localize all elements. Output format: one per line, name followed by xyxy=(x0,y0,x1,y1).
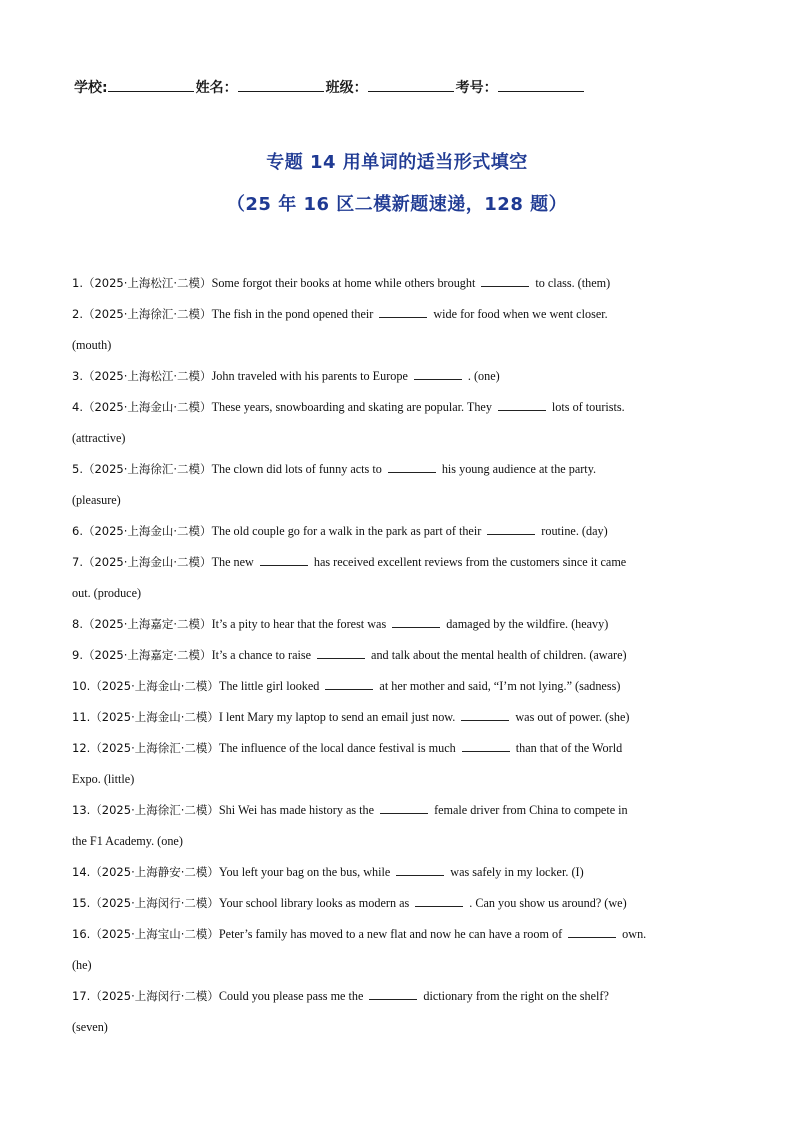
answer-blank[interactable] xyxy=(415,895,463,907)
question-continuation: the F1 Academy. (one) xyxy=(72,834,183,848)
answer-blank[interactable] xyxy=(317,647,365,659)
question-item xyxy=(72,857,732,888)
question-source: （2025·上海松江·二模） xyxy=(82,369,212,383)
question-number: 3. xyxy=(72,369,83,383)
question-source: （2025·上海松江·二模） xyxy=(82,276,212,290)
question-continuation: (mouth) xyxy=(72,338,112,352)
question-text-after: and talk about the mental health of children. (aware) xyxy=(371,648,627,662)
question-text-after: to class. (them) xyxy=(535,276,611,290)
question-text-before: The fish in the pond opened their xyxy=(211,307,374,321)
question-source: （2025·上海徐汇·二模） xyxy=(82,462,212,476)
question-source: （2025·上海嘉定·二模） xyxy=(82,648,212,662)
question-text-before: These years, snowboarding and skating are popular. They xyxy=(211,400,492,414)
question-source: （2025·上海宝山·二模） xyxy=(90,927,219,941)
question-text-after: female driver from China to compete in xyxy=(434,803,628,817)
question-source: （2025·上海徐汇·二模） xyxy=(90,803,219,817)
id-label: 考号： xyxy=(455,80,498,96)
question-item xyxy=(72,733,732,764)
question-item xyxy=(72,981,732,1012)
question-item xyxy=(72,888,732,919)
question-text-after: dictionary from the right on the shelf? xyxy=(423,989,609,1003)
answer-blank[interactable] xyxy=(462,740,510,752)
question-text-after: damaged by the wildfire. (heavy) xyxy=(446,617,609,631)
question-number: 7. xyxy=(72,555,83,569)
question-number: 14. xyxy=(72,865,91,879)
answer-blank[interactable] xyxy=(414,368,462,380)
question-source: （2025·上海闵行·二模） xyxy=(90,989,219,1003)
exam-info-header xyxy=(74,77,586,97)
question-source: （2025·上海嘉定·二模） xyxy=(82,617,212,631)
question-number: 1. xyxy=(72,276,83,290)
question-number: 9. xyxy=(72,648,83,662)
question-number: 2. xyxy=(72,307,83,321)
question-text-after: . (one) xyxy=(467,369,500,383)
answer-blank[interactable] xyxy=(568,926,616,938)
question-text-after: routine. (day) xyxy=(541,524,608,538)
question-number: 12. xyxy=(72,741,91,755)
answer-blank[interactable] xyxy=(325,678,373,690)
answer-blank[interactable] xyxy=(487,523,535,535)
question-text-before: Shi Wei has made history as the xyxy=(218,803,375,817)
question-number: 13. xyxy=(72,803,91,817)
question-text-before: John traveled with his parents to Europe xyxy=(211,369,408,383)
question-item xyxy=(72,919,732,950)
question-text-before: The new xyxy=(211,555,254,569)
question-text-after: has received excellent reviews from the customers since it came xyxy=(313,555,627,569)
question-source: （2025·上海金山·二模） xyxy=(82,524,212,538)
question-source: （2025·上海闵行·二模） xyxy=(90,896,219,910)
question-source: （2025·上海金山·二模） xyxy=(90,710,219,724)
question-text-before: You left your bag on the bus, while xyxy=(218,865,391,879)
question-text-before: The clown did lots of funny acts to xyxy=(211,462,382,476)
question-continuation: out. (produce) xyxy=(72,586,142,600)
question-source: （2025·上海金山·二模） xyxy=(82,400,212,414)
question-number: 5. xyxy=(72,462,83,476)
answer-blank[interactable] xyxy=(379,306,427,318)
question-text-before: The influence of the local dance festival is much xyxy=(218,741,456,755)
question-text-before: It’s a pity to hear that the forest was xyxy=(211,617,387,631)
question-text-after: lots of tourists. xyxy=(551,400,625,414)
question-list xyxy=(72,268,732,1043)
question-number: 16. xyxy=(72,927,91,941)
question-number: 6. xyxy=(72,524,83,538)
name-label: 姓名： xyxy=(195,80,238,96)
school-blank[interactable] xyxy=(108,78,194,92)
page-subtitle: （25 年 16 区二模新题速递，128 题） xyxy=(226,194,568,215)
page-title: 专题 14 用单词的适当形式填空 xyxy=(266,152,528,173)
school-label: 学校: xyxy=(74,80,108,96)
question-item xyxy=(72,516,732,547)
question-item xyxy=(72,609,732,640)
question-text-after: own. xyxy=(622,927,647,941)
question-item xyxy=(72,702,732,733)
class-label: 班级： xyxy=(325,80,368,96)
answer-blank[interactable] xyxy=(392,616,440,628)
question-continuation: (attractive) xyxy=(72,431,126,445)
question-number: 4. xyxy=(72,400,83,414)
answer-blank[interactable] xyxy=(481,275,529,287)
question-text-before: Could you please pass me the xyxy=(218,989,364,1003)
class-blank[interactable] xyxy=(368,78,454,92)
question-text-after: his young audience at the party. xyxy=(441,462,597,476)
question-text-before: Peter’s family has moved to a new flat and now he can have a room of xyxy=(218,927,563,941)
question-number: 15. xyxy=(72,896,91,910)
question-source: （2025·上海金山·二模） xyxy=(82,555,212,569)
question-text-after: was safely in my locker. (I) xyxy=(450,865,584,879)
question-item xyxy=(72,361,732,392)
answer-blank[interactable] xyxy=(260,554,308,566)
question-source: （2025·上海静安·二模） xyxy=(90,865,219,879)
question-text-after: was out of power. (she) xyxy=(515,710,630,724)
answer-blank[interactable] xyxy=(396,864,444,876)
question-text-after: . Can you show us around? (we) xyxy=(469,896,627,910)
question-item xyxy=(72,671,732,702)
answer-blank[interactable] xyxy=(461,709,509,721)
question-text-before: Some forgot their books at home while others brought xyxy=(211,276,476,290)
question-source: （2025·上海金山·二模） xyxy=(90,679,219,693)
question-source: （2025·上海徐汇·二模） xyxy=(82,307,212,321)
question-number: 11. xyxy=(72,710,91,724)
question-item xyxy=(72,454,732,485)
question-item xyxy=(72,268,732,299)
answer-blank[interactable] xyxy=(498,399,546,411)
question-item xyxy=(72,299,732,330)
question-text-after: than that of the World xyxy=(515,741,623,755)
question-item xyxy=(72,640,732,671)
question-text-before: Your school library looks as modern as xyxy=(218,896,410,910)
question-continuation: (pleasure) xyxy=(72,493,121,507)
question-item xyxy=(72,392,732,423)
question-number: 17. xyxy=(72,989,91,1003)
question-text-after: at her mother and said, “I’m not lying.” (sadness) xyxy=(379,679,621,693)
question-text-before: The old couple go for a walk in the park as part of their xyxy=(211,524,482,538)
id-blank[interactable] xyxy=(498,78,584,92)
question-source: （2025·上海徐汇·二模） xyxy=(90,741,219,755)
question-number: 10. xyxy=(72,679,91,693)
answer-blank[interactable] xyxy=(380,802,428,814)
question-number: 8. xyxy=(72,617,83,631)
name-blank[interactable] xyxy=(238,78,324,92)
question-item xyxy=(72,547,732,578)
answer-blank[interactable] xyxy=(388,461,436,473)
question-continuation: (seven) xyxy=(72,1020,108,1034)
question-text-before: The little girl looked xyxy=(218,679,320,693)
question-text-before: I lent Mary my laptop to send an email just now. xyxy=(218,710,456,724)
answer-blank[interactable] xyxy=(369,988,417,1000)
question-text-after: wide for food when we went closer. xyxy=(433,307,608,321)
question-continuation: Expo. (little) xyxy=(72,772,135,786)
question-continuation: (he) xyxy=(72,958,92,972)
question-text-before: It’s a chance to raise xyxy=(211,648,312,662)
question-item xyxy=(72,795,732,826)
